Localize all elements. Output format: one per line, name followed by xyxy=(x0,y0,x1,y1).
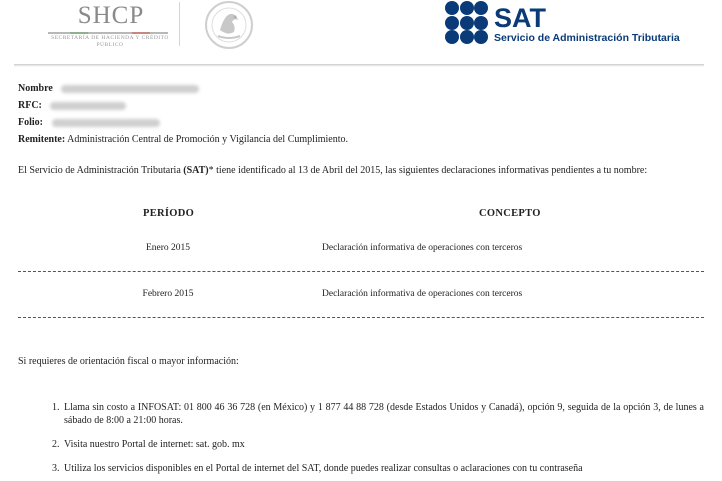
list-number: 3. xyxy=(52,463,60,474)
field-rfc xyxy=(18,97,348,114)
table-row xyxy=(18,243,704,263)
list-text: Visita nuestro Portal de internet: sat. gob. mx xyxy=(64,439,245,450)
list-number: 2. xyxy=(52,439,60,450)
intro-text-rest: * tiene identificado al 13 de Abril del 2015, las siguientes declaraciones informativas pendientes a tu nombre: xyxy=(208,165,648,176)
shcp-rule xyxy=(48,32,168,34)
sat-wordmark: SAT xyxy=(494,3,546,33)
field-remitente xyxy=(18,131,348,148)
field-nombre xyxy=(18,80,348,97)
sat-full-name: Servicio de Administración Tributaria xyxy=(494,32,680,44)
list-item xyxy=(52,438,704,451)
cell-periodo: Enero 2015 xyxy=(145,243,191,253)
header-divider xyxy=(179,2,180,46)
shcp-subtitle: SECRETARÍA DE HACIENDA Y CRÉDITO PÚBLICO xyxy=(51,35,169,48)
cell-concepto: Declaración informativa de operaciones con terceros xyxy=(322,289,523,299)
field-label: RFC: xyxy=(18,100,42,111)
cell-concepto: Declaración informativa de operaciones con terceros xyxy=(322,243,523,253)
shcp-logo xyxy=(44,2,174,50)
redacted-value xyxy=(52,119,160,127)
orientation-text: Si requieres de orientación fiscal o mayor información: xyxy=(18,356,239,367)
redacted-value xyxy=(61,85,199,93)
recipient-fields xyxy=(18,80,348,148)
intro-paragraph xyxy=(18,164,704,178)
intro-bold: (SAT) xyxy=(183,165,209,176)
list-item xyxy=(52,401,704,427)
letterhead xyxy=(0,0,722,66)
intro-text: El Servicio de Administración Tributaria xyxy=(18,165,184,176)
field-label: Nombre xyxy=(18,83,53,94)
redacted-value xyxy=(50,102,126,110)
list-number: 1. xyxy=(52,402,60,413)
sat-dots-icon xyxy=(444,0,488,44)
list-text: Utiliza los servicios disponibles en el Portal de internet del SAT, donde puedes realizar consultas o aclaraciones con tu contraseña xyxy=(64,463,583,474)
sat-logo xyxy=(444,0,694,46)
row-divider xyxy=(18,317,704,318)
column-header-concepto: CONCEPTO xyxy=(479,208,541,219)
list-item xyxy=(52,462,704,475)
field-label: Folio: xyxy=(18,117,43,128)
row-divider xyxy=(18,271,704,272)
mexican-seal-icon xyxy=(200,0,258,50)
list-text: Llama sin costo a INFOSAT: 01 800 46 36 728 (en México) y 1 877 44 88 728 (desde Estados Unidos y Canadá), opción 9, seguida de la opción 3, de lunes a sábado de 8:00 a 21:00 horas. xyxy=(64,402,704,426)
field-value: Administración Central de Promoción y Vigilancia del Cumplimiento. xyxy=(67,134,348,145)
column-header-periodo: PERÍODO xyxy=(143,208,195,219)
field-label: Remitente: xyxy=(18,134,66,145)
table-row xyxy=(18,289,704,309)
cell-periodo: Febrero 2015 xyxy=(142,289,194,299)
field-folio xyxy=(18,114,348,131)
header-rule xyxy=(14,64,704,67)
shcp-title: SHCP xyxy=(77,2,145,29)
